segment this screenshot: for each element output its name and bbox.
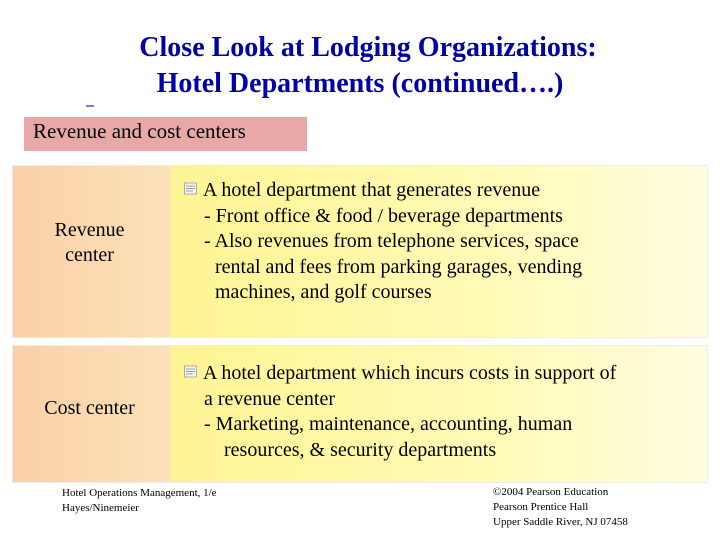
text-line: resources, & security departments (224, 438, 497, 461)
text-line: rental and fees from parking garages, vending (215, 255, 583, 278)
title-line-2: Hotel Departments (continued….) (156, 68, 564, 99)
text-line: - Front office & food / beverage departments (204, 204, 563, 227)
decorative-mark (86, 105, 94, 107)
revenue-label-line-2: center (65, 244, 114, 266)
footer-line: Upper Saddle River, NJ 07458 (493, 516, 628, 528)
cost-center-description (184, 361, 714, 463)
bullet-line (184, 361, 714, 387)
slide-title (0, 30, 720, 102)
bullet-text: A hotel department which incurs costs in support of (203, 362, 617, 384)
notepad-bullet-icon (184, 365, 197, 378)
text-line: - Also revenues from telephone services, space (204, 230, 579, 252)
footer-line: Hotel Operations Management, 1/e (62, 487, 217, 499)
footer-right (493, 485, 628, 530)
footer-line: ©2004 Pearson Education (493, 486, 609, 498)
footer-line: Hayes/Ninemeier (62, 502, 139, 514)
footer-left (62, 486, 217, 516)
revenue-label-line-1: Revenue (54, 219, 125, 241)
revenue-center-description (184, 178, 714, 306)
section-header-label: Revenue and cost centers (33, 119, 246, 143)
notepad-bullet-icon (184, 182, 197, 195)
revenue-center-label (12, 218, 167, 268)
footer-line: Pearson Prentice Hall (493, 501, 589, 513)
text-line: machines, and golf courses (215, 281, 432, 303)
bullet-line (184, 178, 714, 204)
cost-center-label: Cost center (44, 397, 135, 419)
bullet-text: A hotel department that generates revenue (203, 179, 541, 201)
text-line: - Marketing, maintenance, accounting, human (204, 413, 573, 435)
title-line-1: Close Look at Lodging Organizations: (139, 32, 597, 63)
text-line: a revenue center (204, 387, 336, 410)
